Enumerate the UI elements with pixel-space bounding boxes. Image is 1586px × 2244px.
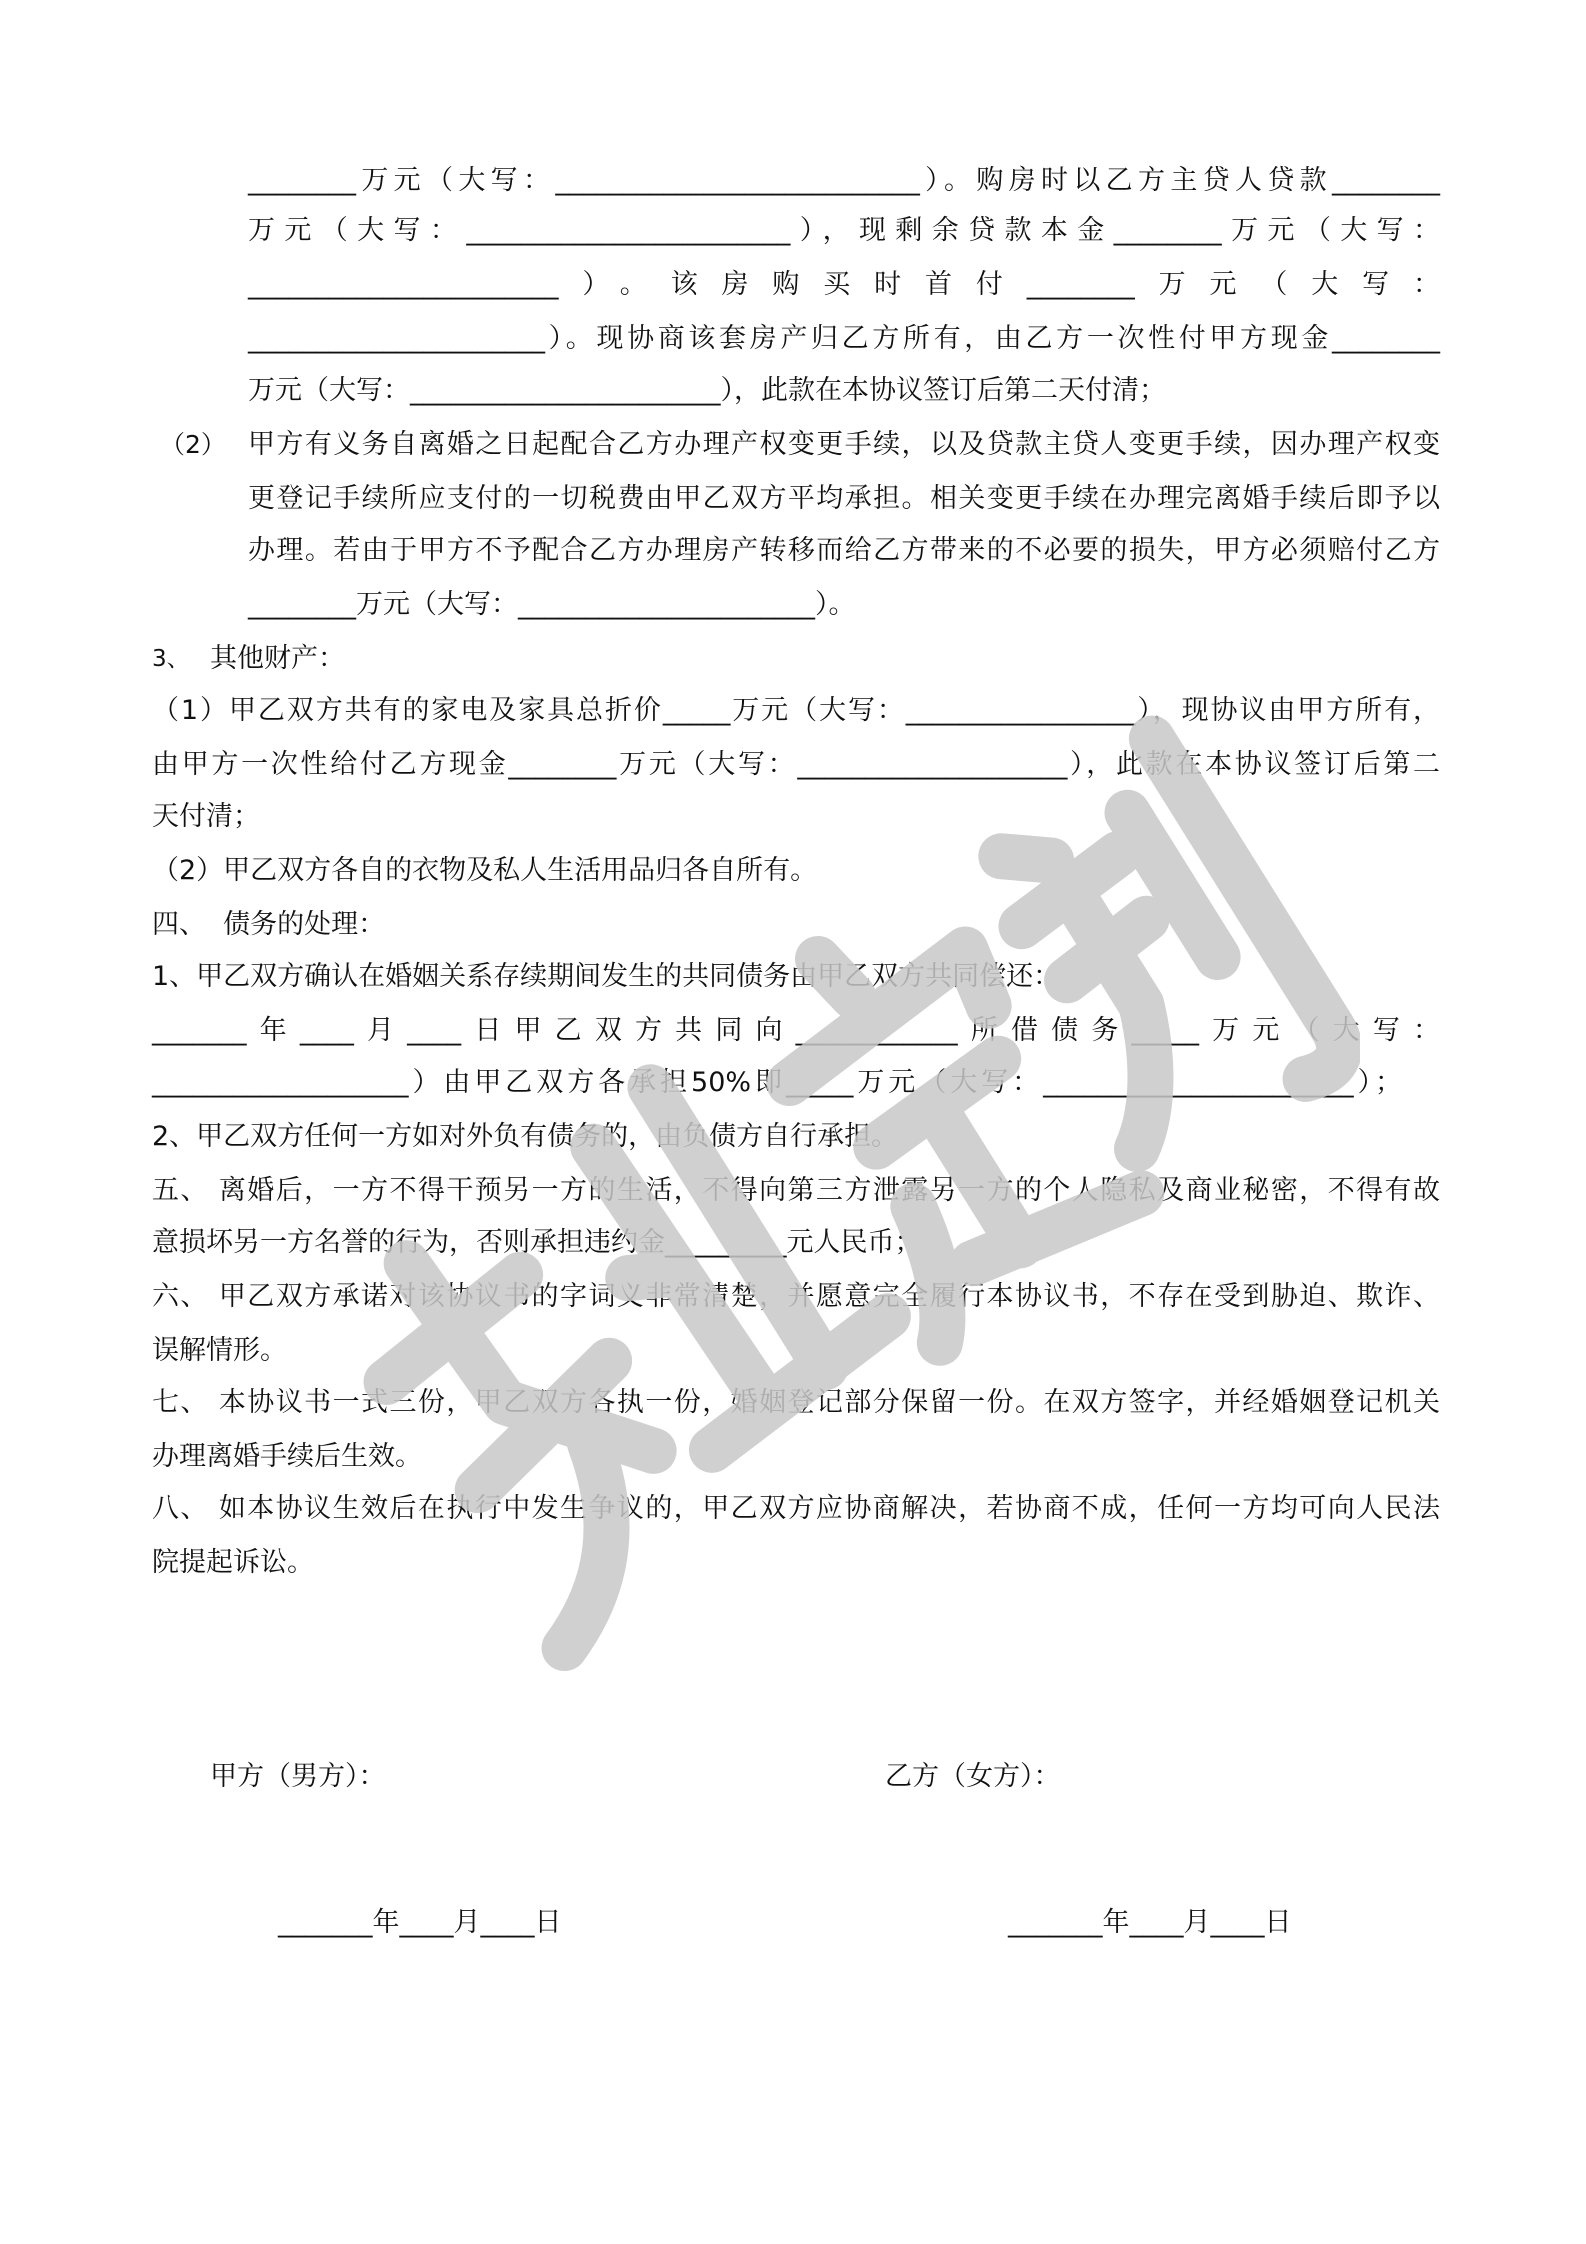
text-line: （2）甲乙双方各自的衣物及私人生活用品归各自所有。 [152,855,818,886]
party-a-date: _______年____月____日 [278,1907,562,1938]
text-line: 甲方有义务自离婚之日起配合乙方办理产权变更手续，以及贷款主贷人变更手续，因办理产权变 [248,429,1440,460]
text-line: 万元（大写：_______________________），此款在本协议签订后第二天付清； [248,375,1166,406]
text-line: 院提起诉讼。 [152,1547,314,1578]
item-number: 3、 [152,646,190,672]
section-heading: 其他财产： [210,643,345,674]
text-line: _______年____月____日甲乙双方共同向____________所借债务_____万元（大写： [152,1015,1440,1046]
text-line: 由甲方一次性给付乙方现金________万元（大写：____________________），此款在本协议签订后第二 [152,749,1440,780]
text-line: 更登记手续所应支付的一切税费由甲乙双方平均承担。相关变更手续在办理完离婚手续后即予以 [248,483,1440,514]
text-line: 意损坏另一方名誉的行为，否则承担违约金_________元人民币； [152,1227,922,1258]
text-line: 1、甲乙双方确认在婚姻关系存续期间发生的共同债务由甲乙双方共同偿还： [152,961,1061,992]
text-line: 办理。若由于甲方不予配合乙方办理房产转移而给乙方带来的不必要的损失，甲方必须赔付乙方 [248,535,1440,566]
text-line: 七、 本协议书一式三份，甲乙双方各执一份，婚姻登记部分保留一份。在双方签字，并经婚姻登记机关 [152,1387,1440,1418]
text-line: ___________________）由甲乙双方各承担50%即_____万元（大写：_______________________）； [152,1067,1402,1098]
text-line: 六、 甲乙双方承诺对该协议书的字词义非常清楚，并愿意完全履行本协议书，不存在受到胁迫、欺诈、 [152,1281,1440,1312]
text-line: 办理离婚手续后生效。 [152,1441,422,1472]
section-heading: 四、 债务的处理： [152,909,386,940]
watermark-glyph-1 [339,1200,726,1654]
text-line: 万元（大写：________________________），现剩余贷款本金________万元（大写： [248,215,1440,246]
party-b-label: 乙方（女方）： [885,1761,1061,1792]
text-line: 天付清； [152,801,260,832]
text-line: 八、 如本协议生效后在执行中发生争议的，甲乙双方应协商解决，若协商不成，任何一方均可向人民法 [152,1493,1440,1524]
item-number: （2） [160,430,226,459]
text-line: ________万元（大写：___________________________）。购房时以乙方主贷人贷款________ [248,165,1440,196]
text-line: （1）甲乙双方共有的家电及家具总折价_____万元（大写：_________________），现协议由甲方所有， [152,695,1440,726]
party-b-date: _______年____月____日 [1008,1907,1292,1938]
text-line: 五、 离婚后，一方不得干预另一方的生活，不得向第三方泄露另一方的个人隐私及商业秘密，不得有故 [152,1175,1440,1206]
text-line: ______________________）。现协商该套房产归乙方所有，由乙方一次性付甲方现金________ [248,323,1440,354]
text-line: _______________________）。该房购买时首付________万元（大写： [248,269,1440,300]
text-line: ________万元（大写：______________________）。 [248,589,856,620]
text-line: 误解情形。 [152,1335,287,1366]
watermark-glyph-4 [957,739,1350,1178]
party-a-label: 甲方（男方）： [210,1761,386,1792]
watermark-glyph-3 [733,880,1152,1343]
text-line: 2、甲乙双方任何一方如对外负有债务的，由负债方自行承担。 [152,1121,899,1152]
